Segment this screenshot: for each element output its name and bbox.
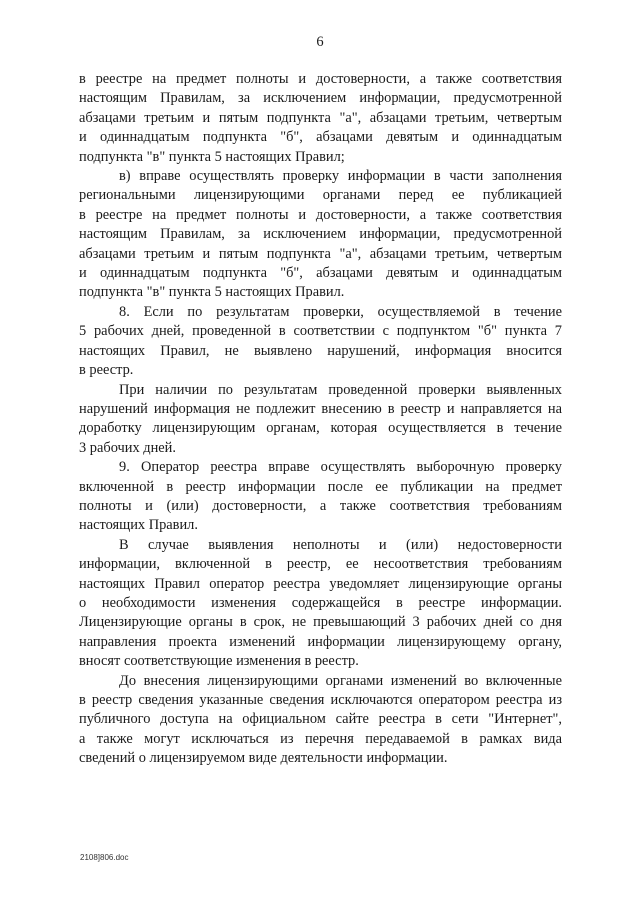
text-line: публичного доступа на официальном сайте реестра в сети "Интернет", [79,711,562,728]
text-line: Лицензирующие органы в срок, не превышающий 3 рабочих дней со дня [79,614,562,631]
text-line: вносят соответствующие изменения в реестр. [79,653,359,670]
text-line: в реестр. [79,362,134,379]
text-line: настоящих Правил, не выявлено нарушений, информация вносится [79,342,562,359]
text-line: о необходимости изменения содержащейся в реестре информации. [79,594,562,611]
text-line: информации, включенной в реестр, ее несоответствия требованиям [79,556,562,573]
text-line: а также могут исключаться из перечня передаваемой в рамках вида [79,730,562,747]
text-line: и одиннадцатым подпункта "б", абзацами девятым и одиннадцатым [79,129,562,146]
text-line: в реестр сведения указанные сведения исключаются оператором реестра из [79,692,562,708]
text-line: настоящим Правилам, за исключением информации, предусмотренной [79,90,562,107]
document-file-id: 2108]806.doc [80,853,129,862]
paragraph [79,536,562,672]
paragraph [79,70,562,167]
text-line: абзацами третьим и пятым подпункта "а", абзацами третьим, четвертым [79,109,562,126]
page-number: 6 [316,34,324,50]
text-line: подпункта "в" пункта 5 настоящих Правил. [79,284,345,301]
paragraph [79,381,562,459]
text-line: региональными лицензирующими органами перед ее публикацией [79,187,562,204]
text-line: настоящих Правил. [79,517,198,534]
text-line: подпункта "в" пункта 5 настоящих Правил; [79,148,345,165]
text-line: 5 рабочих дней, проведенной в соответствии с подпунктом "б" пункта 7 [79,323,562,340]
text-line: настоящим Правилам, за исключением информации, предусмотренной [79,226,562,243]
text-line: абзацами третьим и пятым подпункта "а", абзацами третьим, четвертым [79,245,562,262]
text-line: настоящих Правил оператор реестра уведомляет лицензирующие органы [79,575,562,592]
text-line: полноты и (или) достоверности, а также соответствия требованиям [79,497,562,514]
text-line: До внесения лицензирующими органами изменений во включенные [119,672,562,689]
paragraph [79,303,562,381]
text-line: в реестре на предмет полноты и достоверности, а также соответствия [79,206,562,223]
text-line: в реестре на предмет полноты и достоверности, а также соответствия [79,71,562,87]
document-body [79,70,562,769]
text-line: включенной в реестр информации после ее публикации на предмет [79,478,562,495]
text-line: 3 рабочих дней. [79,439,176,456]
text-line: При наличии по результатам проведенной проверки выявленных [119,381,562,398]
text-line: направления проекта изменений информации лицензирующему органу, [79,633,562,650]
text-line: и одиннадцатым подпункта "б", абзацами девятым и одиннадцатым [79,265,562,282]
paragraph [79,167,562,303]
text-line: в) вправе осуществлять проверку информации в части заполнения [119,168,562,185]
text-line: доработку лицензирующим органам, которая осуществляется в течение [79,420,562,437]
text-line: сведений о лицензируемом виде деятельности информации. [79,750,448,767]
paragraph [79,672,562,769]
text-line: 9. Оператор реестра вправе осуществлять выборочную проверку [119,459,562,476]
paragraph [79,458,562,536]
text-line: В случае выявления неполноты и (или) недостоверности [119,536,562,553]
text-line: 8. Если по результатам проверки, осуществляемой в течение [119,303,562,320]
text-line: нарушений информация не подлежит внесению в реестр и направляется на [79,400,562,417]
